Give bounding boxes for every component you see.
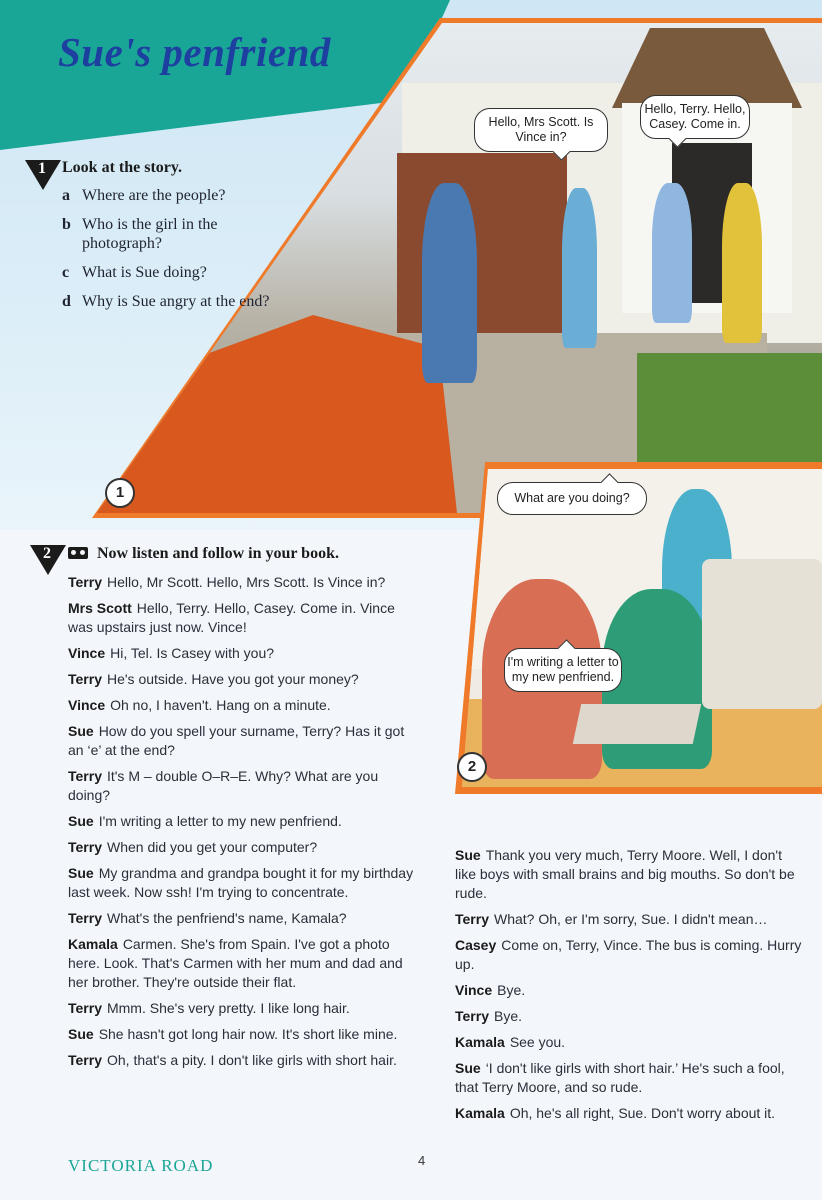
speech-text: Bye. xyxy=(497,982,526,998)
speech-bubble: I'm writing a letter to my new penfriend. xyxy=(504,648,622,692)
dialogue-line xyxy=(455,910,805,929)
speech-text: I'm writing a letter to my new penfriend. xyxy=(98,813,342,829)
dialogue-line xyxy=(68,767,418,805)
question-item: d Why is Sue angry at the end? xyxy=(62,293,270,310)
speaker-name: Vince xyxy=(68,645,106,661)
speaker-name: Kamala xyxy=(68,936,118,952)
question-item: c What is Sue doing? xyxy=(62,264,207,281)
dialogue-column-1 xyxy=(68,573,418,1077)
dialogue-line xyxy=(68,1051,418,1070)
speech-text: ‘I don't like girls with short hair.’ He's such a fool, that Terry Moore, and so rude. xyxy=(455,1060,785,1095)
speech-text: What? Oh, er I'm sorry, Sue. I didn't mean… xyxy=(493,911,768,927)
speaker-name: Kamala xyxy=(455,1034,505,1050)
dialogue-line xyxy=(68,812,418,831)
dialogue-line xyxy=(68,722,418,760)
person-terry xyxy=(562,188,597,348)
dialogue-line xyxy=(455,981,805,1000)
speaker-name: Terry xyxy=(68,671,102,687)
page-title: Sue's penfriend xyxy=(58,29,331,75)
speaker-name: Terry xyxy=(68,768,102,784)
speech-text: Oh, that's a pity. I don't like girls with short hair. xyxy=(106,1052,397,1068)
speech-text: It's M – double O–R–E. Why? What are you doing? xyxy=(68,768,379,803)
speaker-name: Kamala xyxy=(455,1105,505,1121)
dialogue-line xyxy=(455,1104,805,1123)
speech-text: Hello, Mr Scott. Hello, Mrs Scott. Is Vince in? xyxy=(106,574,386,590)
dialogue-line xyxy=(68,670,418,689)
speech-bubble: Hello, Terry. Hello, Casey. Come in. xyxy=(640,95,750,139)
keyboard xyxy=(573,704,702,744)
person-casey xyxy=(722,183,762,343)
dialogue-line xyxy=(68,599,418,637)
speech-text: She hasn't got long hair now. It's short like mine. xyxy=(98,1026,398,1042)
speech-text: Mmm. She's very pretty. I like long hair. xyxy=(106,1000,350,1016)
speaker-name: Terry xyxy=(68,839,102,855)
speaker-name: Terry xyxy=(455,911,489,927)
exercise-2-heading: Now listen and follow in your book. xyxy=(97,545,339,562)
speaker-name: Vince xyxy=(455,982,493,998)
speech-bubble: Hello, Mrs Scott. Is Vince in? xyxy=(474,108,608,152)
computer-monitor xyxy=(702,559,822,709)
speech-text: Oh, he's all right, Sue. Don't worry about it. xyxy=(509,1105,776,1121)
dialogue-line xyxy=(68,864,418,902)
dialogue-line xyxy=(455,936,805,974)
speaker-name: Sue xyxy=(455,847,481,863)
dialogue-line xyxy=(455,1033,805,1052)
speaker-name: Sue xyxy=(68,1026,94,1042)
speaker-name: Terry xyxy=(68,1000,102,1016)
person-mr-scott xyxy=(422,183,477,383)
speaker-name: Mrs Scott xyxy=(68,600,132,616)
speech-text: How do you spell your surname, Terry? Has it got an ‘e’ at the end? xyxy=(68,723,405,758)
speech-text: What's the penfriend's name, Kamala? xyxy=(106,910,347,926)
dialogue-line xyxy=(68,935,418,992)
photo-1-number: 1 xyxy=(105,478,135,508)
dialogue-line xyxy=(455,1059,805,1097)
exercise-2-number: 2 xyxy=(43,545,51,562)
speaker-name: Terry xyxy=(455,1008,489,1024)
dialogue-line xyxy=(68,696,418,715)
dialogue-line xyxy=(68,999,418,1018)
dialogue-line xyxy=(455,1007,805,1026)
speech-text: Carmen. She's from Spain. I've got a photo here. Look. That's Carmen with her mum and dad and her brother. They're outside their flat. xyxy=(68,936,403,990)
speaker-name: Sue xyxy=(68,865,94,881)
dialogue-line xyxy=(68,909,418,928)
speech-bubble: What are you doing? xyxy=(497,482,647,515)
speaker-name: Terry xyxy=(68,574,102,590)
speaker-name: Terry xyxy=(68,1052,102,1068)
question-item: b Who is the girl in the photograph? xyxy=(62,216,218,252)
photo-2 xyxy=(462,469,822,787)
speaker-name: Sue xyxy=(455,1060,481,1076)
dialogue-line xyxy=(68,838,418,857)
cassette-icon xyxy=(68,547,88,559)
speech-text: Oh no, I haven't. Hang on a minute. xyxy=(110,697,331,713)
question-list xyxy=(62,186,292,321)
dialogue-line xyxy=(68,573,418,592)
speech-text: When did you get your computer? xyxy=(106,839,318,855)
dialogue-line xyxy=(68,1025,418,1044)
speech-text: Thank you very much, Terry Moore. Well, I don't like boys with small brains and big mouths. So don't be rude. xyxy=(455,847,795,901)
speech-text: Hi, Tel. Is Casey with you? xyxy=(110,645,275,661)
person-mrs-scott xyxy=(652,183,692,323)
exercise-1-number: 1 xyxy=(38,160,46,177)
exercise-1-heading: Look at the story. xyxy=(62,159,182,176)
speaker-name: Sue xyxy=(68,813,94,829)
speech-text: My grandma and grandpa bought it for my birthday last week. Now ssh! I'm trying to concentrate. xyxy=(68,865,414,900)
dialogue-column-2 xyxy=(455,846,805,1130)
speaker-name: Vince xyxy=(68,697,106,713)
photo-2-number: 2 xyxy=(457,752,487,782)
speech-text: He's outside. Have you got your money? xyxy=(106,671,359,687)
speech-text: See you. xyxy=(509,1034,566,1050)
speech-text: Bye. xyxy=(493,1008,522,1024)
speaker-name: Casey xyxy=(455,937,497,953)
dialogue-line xyxy=(455,846,805,903)
speech-text: Come on, Terry, Vince. The bus is coming. Hurry up. xyxy=(455,937,802,972)
speaker-name: Terry xyxy=(68,910,102,926)
dialogue-line xyxy=(68,644,418,663)
speaker-name: Sue xyxy=(68,723,94,739)
speech-text: Hello, Terry. Hello, Casey. Come in. Vince was upstairs just now. Vince! xyxy=(68,600,395,635)
page-number: 4 xyxy=(418,1153,426,1168)
series-title: VICTORIA ROAD xyxy=(68,1156,214,1175)
question-item: a Where are the people? xyxy=(62,187,226,204)
